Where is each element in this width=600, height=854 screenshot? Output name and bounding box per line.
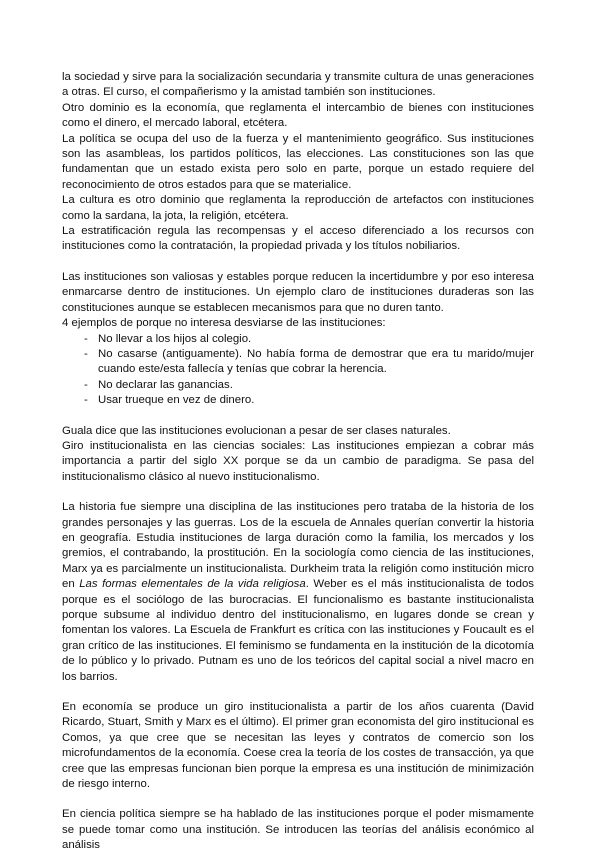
paragraph-ejemplos-intro: 4 ejemplos de porque no interesa desviarse de las instituciones: [62,317,386,330]
list-item: - No llevar a los hijos al colegio. [84,332,534,347]
paragraph-guala: Guala dice que las instituciones evolucionan a pesar de ser clases naturales. [62,424,451,437]
list-item: - No casarse (antiguamente). No había forma de demostrar que era tu marido/mujer cuando este/esta fallecía y tenías que cobrar la herencia. [84,347,534,378]
paragraph-gap [62,409,534,424]
list-item: - No declarar las ganancias. [84,378,534,393]
book-title: Las formas elementales de la vida religiosa [79,578,306,591]
paragraph-gap [62,685,534,700]
paragraph-estratificacion: La estratificación regula las recompensas y el acceso diferenciado a los recursos con instituciones como la contratación, la propiedad privada y los títulos nobiliarios. [62,225,534,253]
paragraph-instituciones-valiosas: Las instituciones son valiosas y estables porque reducen la incertidumbre y por eso interesa enmarcarse dentro de instituciones. Un ejemplo claro de instituciones duraderas son las constituciones aunque se establecen mecanismos para que no duren tanto. [62,270,534,314]
examples-list [62,332,534,409]
paragraph-politica: La política se ocupa del uso de la fuerza y el mantenimiento geográfico. Sus instituciones son las asambleas, los partidos políticos, las elecciones. Las constituciones son las que fundamentan que un estado exista pero solo en parte, porque un estado requiere del reconocimiento de otros estados para que se materialice. [62,132,534,191]
historia-text-a: La historia fue siempre una disciplina de las instituciones pero trataba de la historia de los grandes personajes y las guerras. Los de la escuela de Annales querían convertir la historia en geografía. Estudia instituciones de larga duración como la familia, los mercados y los gremios, el contrabando, la prostitución. En la sociología como ciencia de las instituciones, Marx ya es parcialmente un institucionalista. Durkheim trata la religión como institución micro en [62,501,534,591]
historia-text-b: . Weber es el más institucionalista de todos porque es el sociólogo de las burocracias. El funcionalismo es bastante institucionalista porque subsume al individuo dentro del institucionalismo, en lugares donde se crean y fomentan los valores. La Escuela de Frankfurt es crítica con las instituciones y Foucault es el gran crítico de las instituciones. El feminismo se fundamenta en la institución de la dicotomía de lo público y lo privado. Putnam es uno de los teóricos del capital social a nivel macro en los barrios. [62,578,535,683]
list-item: - Usar trueque en vez de dinero. [84,393,534,408]
paragraph-economia-dominio: Otro dominio es la economía, que reglamenta el intercambio de bienes con instituciones como el dinero, el mercado laboral, etcétera. [62,101,534,130]
paragraph-gap [62,255,534,270]
paragraph-economia-giro: En economía se produce un giro institucionalista a partir de los años cuarenta (David Ricardo, Stuart, Smith y Marx es el último). El primer gran economista del giro institucional es Comos, ya que cree que se necesitan las leyes y contratos de comercio son los microfundamentos de la economía. Coese crea la teoría de los costes de transacción, ya que cree que las empresas funcionan bien porque la empresa es una institución de minimización de riesgo interno. [62,701,534,791]
paragraph-historia [62,500,534,685]
paragraph-ciencia-politica: En ciencia política siempre se ha hablado de las instituciones porque el poder mismamente se puede tomar como una institución. Se introducen las teorías del análisis económico al análisis [62,808,534,852]
paragraph-socializacion: la sociedad y sirve para la socialización secundaria y transmite cultura de unas generaciones a otras. El curso, el compañerismo y la amistad también son instituciones. [62,71,534,99]
paragraph-gap [62,792,534,807]
paragraph-giro-institucionalista: Giro institucionalista en las ciencias sociales: Las instituciones empiezan a cobrar más importancia a partir del siglo XX porque se da un cambio de paradigma. Se pasa del institucionalismo clásico al nuevo institucionalismo. [62,439,534,483]
paragraph-gap [62,485,534,500]
paragraph-cultura: La cultura es otro dominio que reglamenta la reproducción de artefactos con instituciones como la sardana, la jota, la religión, etcétera. [62,194,534,222]
